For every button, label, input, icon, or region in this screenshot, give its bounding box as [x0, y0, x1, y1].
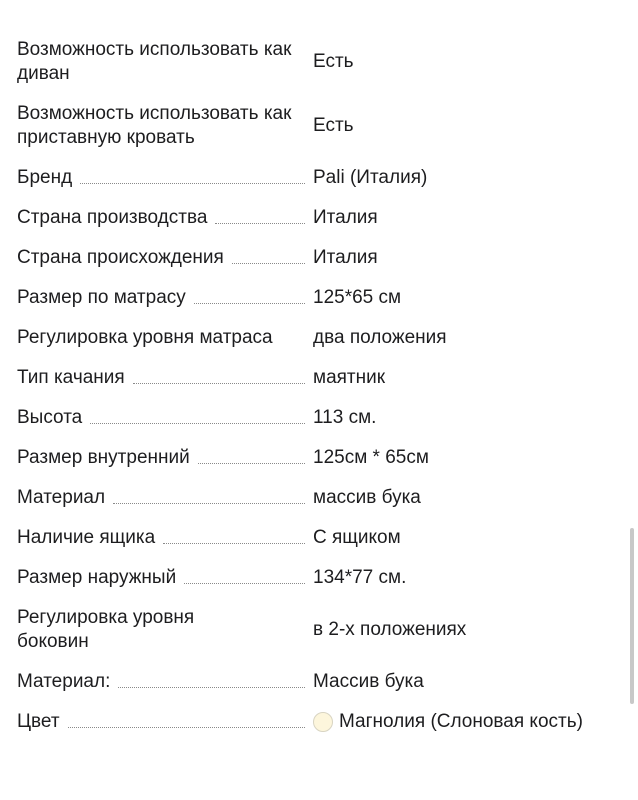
spec-value: 125см * 65см [313, 447, 429, 468]
dotted-leader [184, 582, 305, 584]
spec-row-inner-size [17, 438, 629, 478]
dotted-leader [194, 302, 305, 304]
spec-value: в 2-х положениях [313, 619, 467, 640]
spec-label: Размер по матрасу [17, 287, 186, 308]
color-swatch [313, 712, 333, 732]
spec-row-drawer [17, 518, 629, 558]
spec-label: Материал [17, 487, 106, 508]
spec-label: Материал: [17, 671, 111, 692]
spec-row-height [17, 398, 629, 438]
spec-label: Размер внутренний [17, 447, 190, 468]
spec-label: Регулировка уровня матраса [17, 327, 273, 348]
spec-value: 113 см. [313, 407, 377, 428]
spec-value: Массив бука [313, 671, 424, 692]
spec-label: Регулировка уровня боковин [17, 607, 195, 652]
spec-label: Страна происхождения [17, 247, 224, 268]
spec-label: Наличие ящика [17, 527, 156, 548]
spec-row-side-level [17, 598, 629, 662]
spec-label: Высота [17, 407, 83, 428]
spec-label: Страна производства [17, 207, 208, 228]
spec-row-mattress-level [17, 318, 629, 358]
dotted-leader [80, 182, 305, 184]
spec-row-color [17, 702, 629, 742]
scrollbar-thumb[interactable] [630, 528, 634, 704]
dotted-leader [68, 726, 305, 728]
spec-row-side-bed [17, 94, 629, 158]
scrollbar[interactable] [630, 0, 634, 800]
spec-value: Pali (Италия) [313, 167, 428, 188]
spec-row-material [17, 478, 629, 518]
spec-value: С ящиком [313, 527, 401, 548]
spec-value: 125*65 см [313, 287, 402, 308]
spec-label: Бренд [17, 167, 73, 188]
spec-value: Магнолия (Слоновая кость) [339, 711, 583, 732]
spec-row-origin-country [17, 238, 629, 278]
spec-label: Тип качания [17, 367, 125, 388]
product-specs-list [17, 30, 629, 742]
spec-value: 134*77 см. [313, 567, 407, 588]
spec-label: Возможность использовать как диван [17, 39, 292, 84]
spec-row-production-country [17, 198, 629, 238]
spec-value: Италия [313, 207, 378, 228]
dotted-leader [118, 686, 305, 688]
spec-label: Цвет [17, 711, 60, 732]
spec-label: Размер наружный [17, 567, 177, 588]
spec-value: маятник [313, 367, 386, 388]
spec-row-material-2 [17, 662, 629, 702]
dotted-leader [90, 422, 305, 424]
spec-value: два положения [313, 327, 447, 348]
dotted-leader [232, 262, 305, 264]
spec-value: Есть [313, 115, 354, 136]
spec-value: Италия [313, 247, 378, 268]
spec-label: Возможность использовать как приставную кровать [17, 103, 292, 148]
dotted-leader [163, 542, 305, 544]
dotted-leader [198, 462, 305, 464]
spec-row-sofa [17, 30, 629, 94]
spec-row-outer-size [17, 558, 629, 598]
spec-row-brand [17, 158, 629, 198]
dotted-leader [215, 222, 305, 224]
spec-value: Есть [313, 51, 354, 72]
spec-value: массив бука [313, 487, 421, 508]
dotted-leader [133, 382, 305, 384]
dotted-leader [113, 502, 305, 504]
spec-row-swing-type [17, 358, 629, 398]
spec-row-mattress-size [17, 278, 629, 318]
